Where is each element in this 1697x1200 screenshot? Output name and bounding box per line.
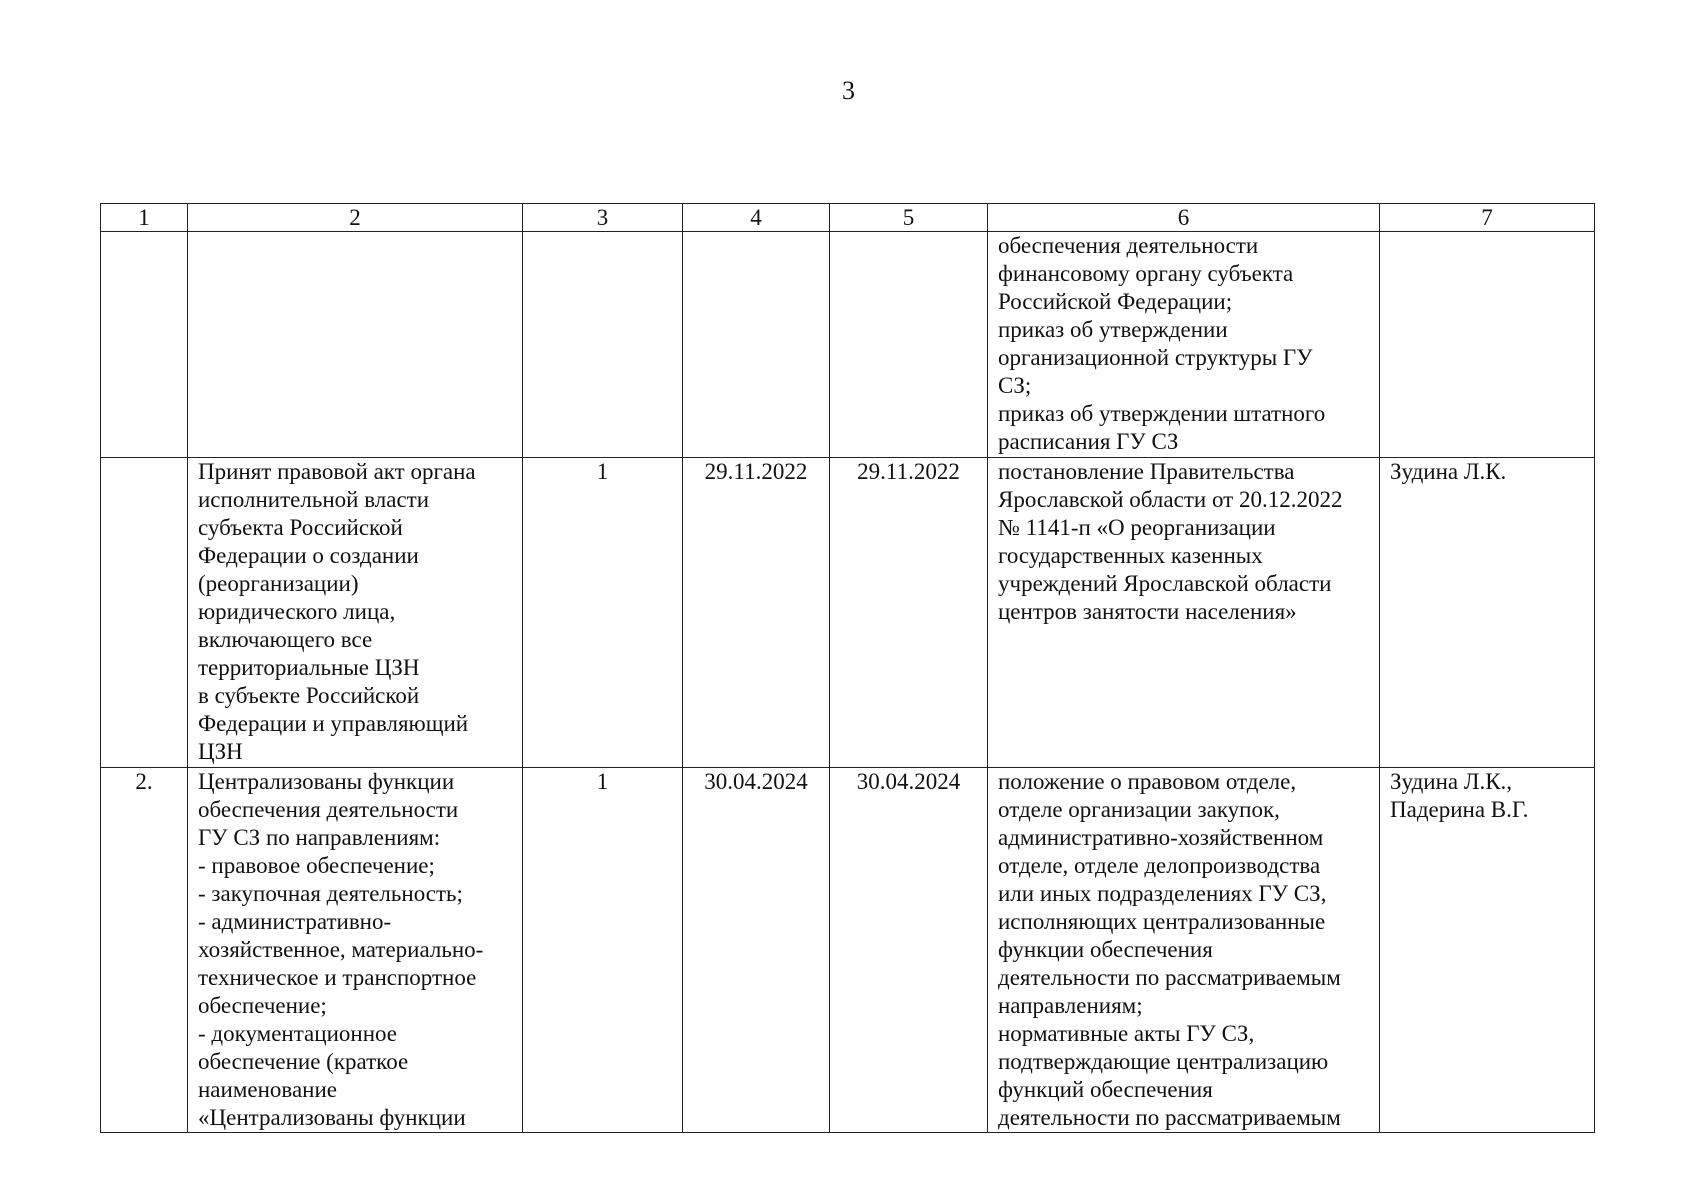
page-number: 3: [842, 76, 855, 105]
header-cell-4: 4: [683, 204, 830, 232]
measure-name-cell: Централизованы функции обеспечения деятельности ГУ СЗ по направлениям: - правовое обеспечение; - закупочная деятельность; - административно- хозяйственное, материально- техническое и транспортное обеспечение; - документационное обеспечение (краткое наименование «Централизованы функции: [188, 768, 523, 1133]
responsible-cell: Зудина Л.К.: [1380, 458, 1595, 768]
table-header-row: [101, 204, 1595, 232]
row-number-cell: [101, 232, 188, 458]
header-cell-1: 1: [101, 204, 188, 232]
start-date-cell: 30.04.2024: [683, 768, 830, 1133]
responsible-cell: Зудина Л.К., Падерина В.Г.: [1380, 768, 1595, 1133]
table-row: [101, 768, 1595, 1133]
measure-name-cell: [188, 232, 523, 458]
header-cell-2: 2: [188, 204, 523, 232]
start-date-cell: [683, 232, 830, 458]
end-date-cell: 30.04.2024: [830, 768, 988, 1133]
header-cell-3: 3: [523, 204, 683, 232]
row-number-cell: 2.: [101, 768, 188, 1133]
start-date-cell: 29.11.2022: [683, 458, 830, 768]
document-cell: постановление Правительства Ярославской области от 20.12.2022 № 1141-п «О реорганизации государственных казенных учреждений Ярославской области центров занятости населения»: [988, 458, 1380, 768]
row-number-cell: [101, 458, 188, 768]
value-cell: 1: [523, 768, 683, 1133]
header-cell-6: 6: [988, 204, 1380, 232]
table-row: [101, 232, 1595, 458]
header-cell-7: 7: [1380, 204, 1595, 232]
header-cell-5: 5: [830, 204, 988, 232]
table-row: [101, 458, 1595, 768]
document-table: [100, 203, 1595, 1133]
end-date-cell: 29.11.2022: [830, 458, 988, 768]
responsible-cell: [1380, 232, 1595, 458]
document-cell: обеспечения деятельности финансовому органу субъекта Российской Федерации; приказ об утверждении организационной структуры ГУ СЗ; приказ об утверждении штатного расписания ГУ СЗ: [988, 232, 1380, 458]
document-cell: положение о правовом отделе, отделе организации закупок, административно-хозяйственном отделе, отделе делопроизводства или иных подразделениях ГУ СЗ, исполняющих централизованные функции обеспечения деятельности по рассматриваемым направлениям; нормативные акты ГУ СЗ, подтверждающие централизацию функций обеспечения деятельности по рассматриваемым: [988, 768, 1380, 1133]
end-date-cell: [830, 232, 988, 458]
value-cell: [523, 232, 683, 458]
measure-name-cell: Принят правовой акт органа исполнительной власти субъекта Российской Федерации о создании (реорганизации) юридического лица, включающего все территориальные ЦЗН в субъекте Российской Федерации и управляющий ЦЗН: [188, 458, 523, 768]
value-cell: 1: [523, 458, 683, 768]
